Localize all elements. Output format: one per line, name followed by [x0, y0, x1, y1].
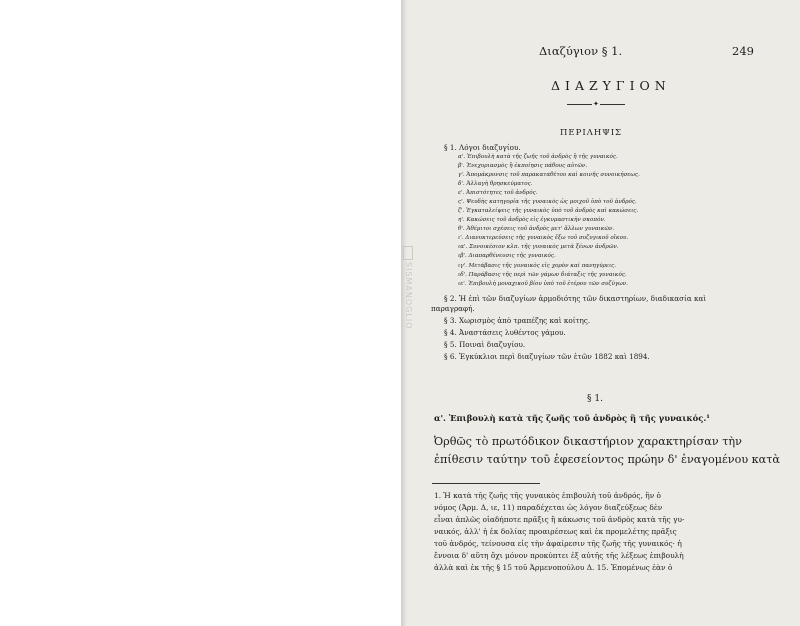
toc-sec2: § 2. Ἡ ἐπὶ τῶν διαζυγίων ἁρμοδιότης τῶν δικαστηρίων, διαδικασία καὶ — [444, 294, 707, 303]
list-item: ιγ'. Μετάβασις τῆς γυναικὸς εἰς χορὸν καὶ πανηγύρεις. — [458, 263, 617, 269]
title-ornament: ✦ — [567, 101, 625, 109]
list-item: ιε'. Ἐπιβουλὴ μοναχικοῦ βίου ὑπὸ τοῦ ἑτέρου τῶν συζύγων. — [458, 281, 628, 287]
section-heading: α'. Ἐπιβουλὴ κατὰ τῆς ζωῆς τοῦ ἀνδρὸς ἢ τῆς γυναικός.¹ — [434, 413, 710, 423]
list-item: ς'. Ψευδὴς κατηγορία τῆς γυναικὸς ὡς μοιχοῦ ὑπὸ τοῦ ἀνδρός. — [458, 199, 637, 205]
body-line: ἐπίθεσιν ταύτην τοῦ ἐφεσείοντος πρώην δ' ἐναγομένου κατὰ — [434, 453, 780, 466]
running-title: Διαζύγιον § 1. — [539, 44, 623, 58]
list-item: η'. Κακώσεις τοῦ ἀνδρὸς εἰς ἐγκυμαστικὴν σκοπόν. — [458, 217, 606, 223]
footnote-line: ἀλλὰ καὶ ἐκ τῆς § 15 τοῦ Ἀρμενοπούλου Δ. 15. Ἐπομένως ἐὰν ὁ — [434, 563, 673, 572]
library-watermark — [401, 246, 413, 386]
list-item: ε'. Ἀπιστότητες τοῦ ἀνδρός. — [458, 190, 538, 196]
toc-sec2-cont: παραγραφή. — [431, 304, 475, 313]
footnote-line: τοῦ ἀνδρός, τείνουσα εἰς τὴν ἀφαίρεσιν τῆς ζωῆς τῆς γυναικός· ἡ — [434, 539, 682, 548]
chapter-title: ΔΙΑΖΥΓΙΟΝ — [551, 78, 671, 93]
list-item: θ'. Ἀθέμιτοι σχέσεις τοῦ ἀνδρὸς μετ' ἄλλων γυναικῶν. — [458, 226, 615, 232]
toc-sec4: § 4. Ἀναστάσεις λυθέντος γάμου. — [444, 328, 566, 337]
body-line: Ὀρθῶς τὸ πρωτόδικον δικαστήριον χαρακτηρίσαν τὴν — [434, 435, 742, 448]
footnote-line: νόμος (Ἀρμ. Δ, ιε, 11) παραδέχεται ὡς λόγον διαζεύξεως δὲν — [434, 503, 663, 512]
list-item: ι'. Διανυκτερεύσεις τῆς γυναικὸς ἔξω τοῦ συζυγικοῦ οἴκου. — [458, 235, 629, 241]
list-item: ιβ'. Διαπαρθένευσις τῆς γυναικός. — [458, 253, 556, 259]
toc-sec1: § 1. Λόγοι διαζυγίου. — [444, 143, 521, 152]
list-item: ιδ'. Παράβασις τῆς περὶ τῶν γάμων διάταξις τῆς γυναικός. — [458, 272, 627, 278]
list-item: ια'. Συνοικέσιον κλπ. τῆς γυναικὸς μετὰ ξένων ἀνδρῶν. — [458, 244, 619, 250]
list-item: γ'. Ἀπομάκρυνσις τοῦ παρακαταθέτου καὶ κοινῆς συνοικήσεως. — [458, 172, 640, 178]
footnote-line: ναικός, ἀλλ' ἡ ἐκ δολίας προαιρέσεως καὶ ἐκ προμελέτης πρᾶξις — [434, 527, 677, 536]
toc-sec3: § 3. Χωρισμὸς ἀπὸ τραπέζης καὶ κοίτης. — [444, 316, 591, 325]
toc-sec6: § 6. Ἐγκύκλιοι περὶ διαζυγίων τῶν ἐτῶν 1882 καὶ 1894. — [444, 352, 650, 361]
list-item: δ'. Ἀλλαγὴ θρησκεύματος. — [458, 181, 533, 187]
list-item: ζ'. Ἐγκαταλείψεις τῆς γυναικὸς ὑπὸ τοῦ ἀνδρὸς καὶ κακώσεις. — [458, 208, 639, 214]
watermark-logo-icon — [403, 246, 413, 260]
toc-sec5: § 5. Ποιναὶ διαζυγίου. — [444, 340, 526, 349]
watermark-text: SISMANOGLIO — [404, 262, 413, 330]
footnote-line: 1. Ἡ κατὰ τῆς ζωῆς τῆς γυναικὸς ἐπιβουλὴ τοῦ ἀνδρός, ἣν ὁ — [434, 491, 661, 500]
footnote-line: εἶναι ἁπλῶς οἱαδήποτε πρᾶξις ἢ κάκωσις τοῦ ἀνδρὸς κατὰ τῆς γυ- — [434, 515, 685, 524]
list-item: α'. Ἐπιβουλὴ κατὰ τῆς ζωῆς τοῦ ἀνδρὸς ἢ τῆς γυναικός. — [458, 154, 618, 160]
list-item: β'. Ἐνεχυριασμὸς ἢ ἐκποίησις πάθους αὐτῶν. — [458, 163, 588, 169]
book-page — [401, 0, 800, 626]
summary-heading: ΠΕΡΙΛΗΨΙΣ — [560, 128, 623, 138]
footnote-rule — [432, 483, 540, 484]
page-number: 249 — [732, 44, 754, 58]
section-mark: § 1. — [587, 394, 603, 404]
footnote-line: ἔννοια δ' αὕτη ὄχι μόνον προκύπτει ἐξ αὐτῆς τῆς λέξεως ἐπιβουλὴ — [434, 551, 684, 560]
